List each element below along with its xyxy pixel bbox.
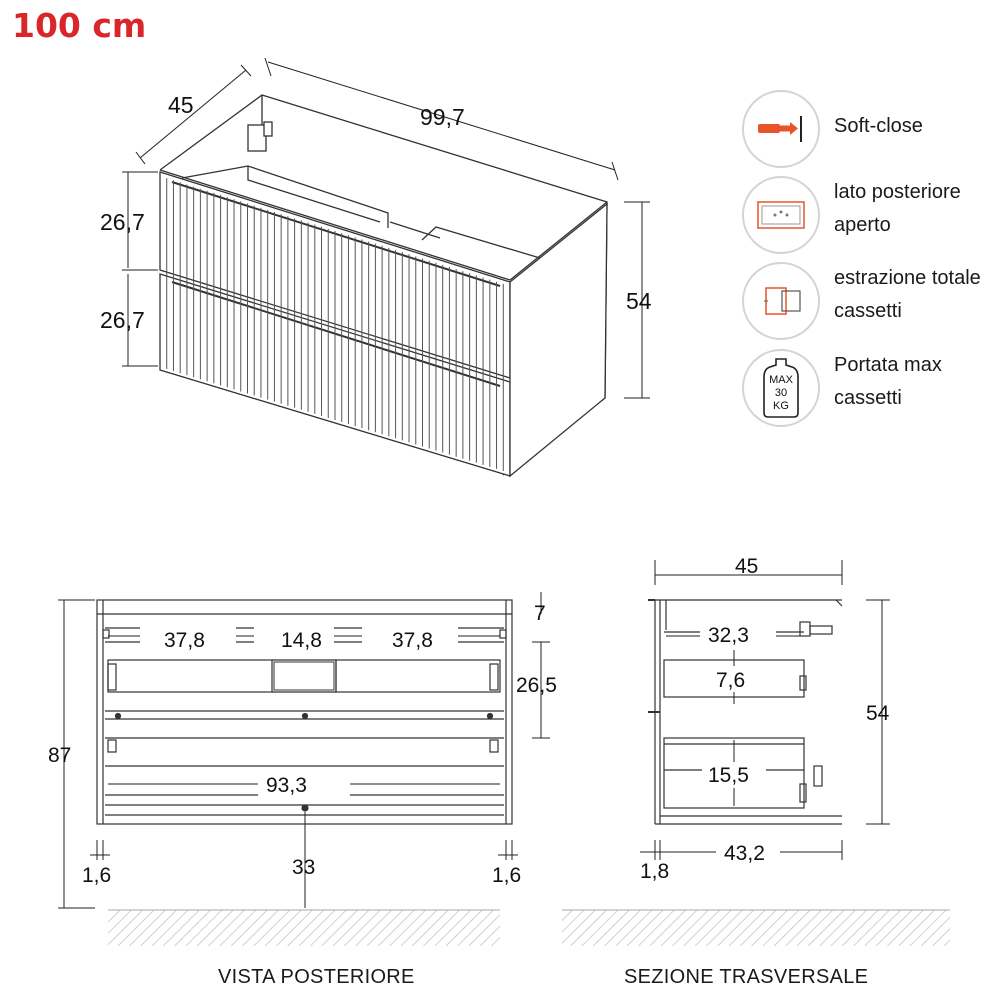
iso-height-label: 54 (626, 288, 652, 314)
section-depth: 45 (735, 555, 759, 578)
section-bottom-depth: 43,2 (724, 842, 765, 865)
section-dimensions (640, 560, 890, 860)
section-inner-depth: 32,3 (708, 624, 749, 647)
floor-hatch (108, 910, 500, 946)
rear-opening-height: 26,5 (516, 674, 557, 697)
section-height: 54 (866, 702, 890, 725)
rear-mid-width: 14,8 (281, 629, 322, 652)
rear-top-gap: 7 (534, 602, 546, 625)
rear-right-width: 37,8 (392, 629, 433, 652)
iso-width-label: 99,7 (420, 104, 465, 130)
svg-text:KG: KG (773, 400, 789, 412)
svg-text:30: 30 (774, 387, 788, 399)
feature-label: Portata max cassetti (834, 354, 942, 409)
rear-left-width: 37,8 (164, 629, 205, 652)
feature-label: Soft-close (834, 115, 923, 137)
iso-depth-label: 45 (168, 92, 194, 118)
svg-text:MAX: MAX (769, 374, 793, 386)
rear-view-caption: VISTA POSTERIORE (218, 966, 415, 988)
section-thickness: 1,8 (640, 860, 670, 883)
iso-drawer-bottom-label: 26,7 (100, 307, 145, 333)
iso-drawer-top-label: 26,7 (100, 209, 145, 235)
rear-floor-gap: 33 (292, 856, 316, 879)
rear-side-right: 1,6 (492, 864, 522, 887)
section-caption: SEZIONE TRASVERSALE (624, 966, 869, 988)
floor-hatch (562, 910, 950, 946)
rear-total-height: 87 (48, 744, 72, 767)
section-bottom-height: 15,5 (708, 764, 749, 787)
page-title: 100 cm (12, 6, 147, 45)
rear-inner-width: 93,3 (266, 774, 307, 797)
isometric-cabinet (160, 95, 607, 476)
feature-label: estrazione totale cassetti (834, 267, 981, 322)
feature-label: lato posteriore aperto (834, 181, 961, 236)
rear-side-left: 1,6 (82, 864, 112, 887)
section-top-height: 7,6 (716, 669, 746, 692)
